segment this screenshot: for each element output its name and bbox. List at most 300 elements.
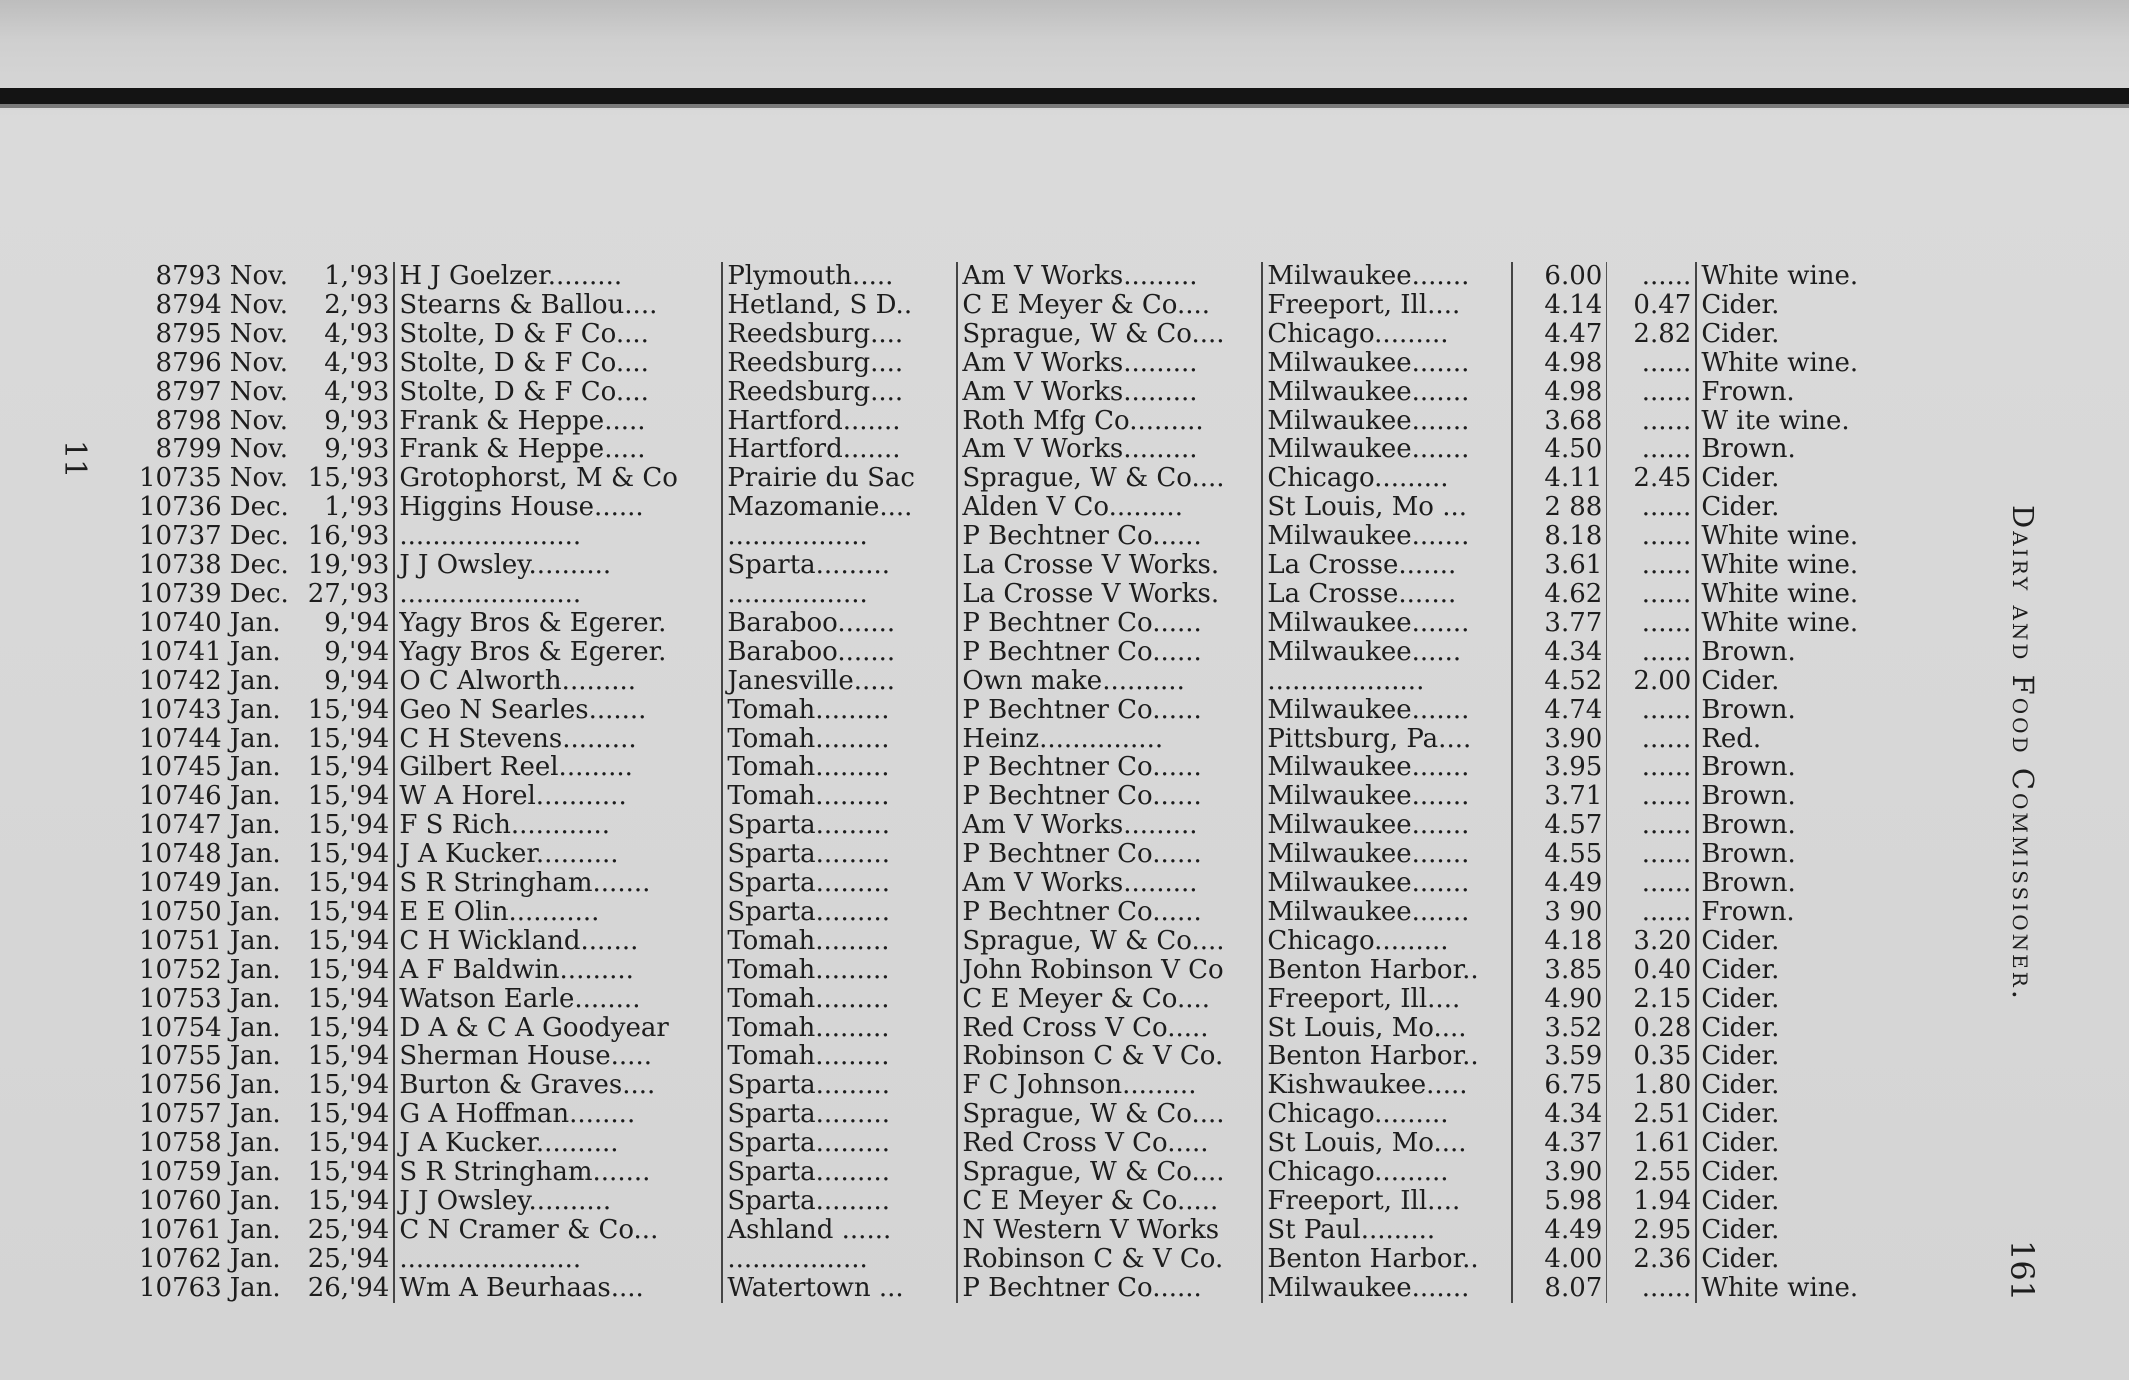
dealer-name-cell: Frank & Heppe..... [394, 435, 722, 464]
date-cell: 9,'94 [304, 609, 395, 638]
malic-acid-cell: ...... [1607, 869, 1697, 898]
acetic-acid-cell: 3.77 [1512, 609, 1607, 638]
sample-number-cell: 10746 [139, 782, 222, 812]
acetic-acid-cell: 8.07 [1512, 1274, 1607, 1303]
manufacturer-cell: Sprague, W & Co.... [957, 1158, 1262, 1187]
sample-number-cell: 10758 [139, 1129, 222, 1159]
month-cell: Nov. [229, 464, 288, 494]
dealer-name-cell: Frank & Heppe..... [394, 407, 722, 436]
month-cell: Jan. [229, 1187, 281, 1216]
table-row [135, 580, 1920, 609]
table-row [135, 464, 1920, 493]
sample-number-cell: 8798 [155, 406, 222, 436]
table-row [135, 349, 1920, 378]
dealer-name-cell: Sherman House..... [394, 1042, 722, 1071]
dealer-name-cell: S R Stringham....... [394, 869, 722, 898]
sample-number-cell: 10751 [139, 926, 222, 956]
table-row [135, 493, 1920, 522]
manufacturer-cell: P Bechtner Co...... [957, 1274, 1262, 1303]
dealer-name-cell: A F Baldwin......... [394, 956, 722, 985]
vinegar-kind-cell: Cider. [1701, 1013, 1780, 1043]
month-cell: Nov. [229, 290, 288, 320]
dealer-name-cell: J J Owsley.......... [394, 551, 722, 580]
sample-number-cell: 10748 [139, 840, 222, 870]
acetic-acid-cell: 4.34 [1512, 638, 1607, 667]
month-cell: Jan. [229, 897, 281, 927]
dealer-town-cell: Prairie du Sac [722, 464, 957, 493]
vinegar-kind-cell: Cider. [1701, 319, 1780, 349]
month-cell: Jan. [229, 1129, 281, 1159]
table-row [135, 869, 1920, 898]
manufacturer-cell: P Bechtner Co...... [957, 898, 1262, 927]
table-row [135, 262, 1920, 291]
vinegar-kind-cell: Cider. [1701, 955, 1780, 985]
acetic-acid-cell: 4.57 [1512, 811, 1607, 840]
date-cell: 15,'94 [304, 696, 395, 725]
manufacturer-cell: Am V Works......... [957, 811, 1262, 840]
malic-acid-cell: ...... [1607, 840, 1697, 869]
acetic-acid-cell: 4.55 [1512, 840, 1607, 869]
manufacturer-cell: Red Cross V Co..... [957, 1014, 1262, 1043]
malic-acid-cell: 2.95 [1607, 1216, 1697, 1245]
dealer-town-cell: ................. [722, 580, 957, 609]
table-row [135, 811, 1920, 840]
acetic-acid-cell: 3 90 [1512, 898, 1607, 927]
dealer-town-cell: Tomah......... [722, 1014, 957, 1043]
dealer-town-cell: Hartford....... [722, 407, 957, 436]
malic-acid-cell: ...... [1607, 753, 1697, 782]
manufacturer-cell: Alden V Co......... [957, 493, 1262, 522]
manufacturer-location-cell: Milwaukee....... [1262, 753, 1512, 782]
table-row [135, 1245, 1920, 1274]
sample-number-cell: 10735 [139, 464, 222, 494]
month-cell: Jan. [229, 608, 281, 638]
vinegar-kind-cell: Cider. [1701, 290, 1780, 320]
manufacturer-location-cell: Chicago......... [1262, 927, 1512, 956]
sample-number-cell: 10762 [139, 1244, 222, 1274]
dealer-town-cell: Tomah......... [722, 753, 957, 782]
acetic-acid-cell: 4.49 [1512, 1216, 1607, 1245]
manufacturer-location-cell: Pittsburg, Pa.... [1262, 725, 1512, 754]
month-cell: Jan. [229, 637, 281, 667]
acetic-acid-cell: 3.59 [1512, 1042, 1607, 1071]
acetic-acid-cell: 4.49 [1512, 869, 1607, 898]
month-cell: Nov. [229, 262, 288, 291]
table-row [135, 1042, 1920, 1071]
acetic-acid-cell: 4.98 [1512, 349, 1607, 378]
month-cell: Jan. [229, 782, 281, 812]
date-cell: 15,'93 [304, 464, 395, 493]
month-cell: Nov. [229, 319, 288, 349]
table-row [135, 1158, 1920, 1187]
manufacturer-location-cell: Freeport, Ill.... [1262, 985, 1512, 1014]
date-cell: 15,'94 [304, 898, 395, 927]
month-cell: Jan. [229, 1100, 281, 1130]
manufacturer-cell: Am V Works......... [957, 435, 1262, 464]
month-cell: Jan. [229, 1273, 281, 1303]
sample-number-cell: 10741 [139, 637, 222, 667]
month-cell: Jan. [229, 1158, 281, 1187]
month-cell: Jan. [229, 666, 281, 696]
malic-acid-cell: ...... [1607, 435, 1697, 464]
dealer-name-cell: Stolte, D & F Co.... [394, 320, 722, 349]
dealer-name-cell: W A Horel........... [394, 782, 722, 811]
malic-acid-cell: 1.94 [1607, 1187, 1697, 1216]
malic-acid-cell: ...... [1607, 725, 1697, 754]
manufacturer-cell: Sprague, W & Co.... [957, 1100, 1262, 1129]
manufacturer-location-cell: Milwaukee....... [1262, 811, 1512, 840]
malic-acid-cell: ...... [1607, 407, 1697, 436]
dealer-town-cell: Tomah......... [722, 782, 957, 811]
manufacturer-cell: La Crosse V Works. [957, 580, 1262, 609]
manufacturer-cell: Red Cross V Co..... [957, 1129, 1262, 1158]
dealer-name-cell: Watson Earle........ [394, 985, 722, 1014]
sample-number-cell: 10742 [139, 666, 222, 696]
vinegar-kind-cell: Brown. [1701, 435, 1796, 465]
month-cell: Jan. [229, 1244, 281, 1274]
table-row [135, 1100, 1920, 1129]
month-cell: Dec. [229, 551, 289, 580]
manufacturer-location-cell: St Louis, Mo ... [1262, 493, 1512, 522]
acetic-acid-cell: 3.90 [1512, 725, 1607, 754]
manufacturer-location-cell: Benton Harbor.. [1262, 956, 1512, 985]
table-row [135, 291, 1920, 320]
dealer-name-cell: C H Stevens......... [394, 725, 722, 754]
vinegar-kind-cell: Brown. [1701, 782, 1796, 812]
table-row [135, 609, 1920, 638]
dealer-name-cell: H J Goelzer......... [394, 262, 722, 291]
manufacturer-cell: Am V Works......... [957, 378, 1262, 407]
malic-acid-cell: 2.15 [1607, 985, 1697, 1014]
malic-acid-cell: ...... [1607, 1274, 1697, 1303]
date-cell: 15,'94 [304, 1187, 395, 1216]
month-cell: Jan. [229, 984, 281, 1014]
date-cell: 15,'94 [304, 927, 395, 956]
dealer-town-cell: Watertown ... [722, 1274, 957, 1303]
manufacturer-location-cell: Chicago......... [1262, 464, 1512, 493]
month-cell: Nov. [229, 377, 288, 407]
manufacturer-cell: P Bechtner Co...... [957, 696, 1262, 725]
manufacturer-location-cell: ................... [1262, 667, 1512, 696]
month-cell: Dec. [229, 522, 289, 552]
dealer-name-cell: C N Cramer & Co... [394, 1216, 722, 1245]
table-row [135, 956, 1920, 985]
vinegar-kind-cell: Frown. [1701, 377, 1795, 407]
vinegar-kind-cell: Cider. [1701, 1215, 1780, 1245]
sample-number-cell: 8799 [155, 435, 222, 465]
manufacturer-location-cell: Benton Harbor.. [1262, 1042, 1512, 1071]
malic-acid-cell: 0.35 [1607, 1042, 1697, 1071]
side-page-number: 11 [57, 440, 92, 479]
sample-number-cell: 10739 [139, 579, 222, 609]
sample-number-cell: 8797 [155, 377, 222, 407]
manufacturer-location-cell: Milwaukee....... [1262, 378, 1512, 407]
vinegar-kind-cell: White wine. [1701, 608, 1859, 638]
sample-number-cell: 10738 [139, 551, 222, 580]
sample-number-cell: 8796 [155, 348, 222, 378]
manufacturer-location-cell: Freeport, Ill.... [1262, 291, 1512, 320]
vinegar-kind-cell: White wine. [1701, 522, 1859, 552]
acetic-acid-cell: 3.95 [1512, 753, 1607, 782]
month-cell: Jan. [229, 753, 281, 783]
acetic-acid-cell: 3.85 [1512, 956, 1607, 985]
manufacturer-cell: Robinson C & V Co. [957, 1042, 1262, 1071]
malic-acid-cell: 2.55 [1607, 1158, 1697, 1187]
table-row [135, 725, 1920, 754]
manufacturer-cell: Am V Works......... [957, 262, 1262, 291]
date-cell: 15,'94 [304, 985, 395, 1014]
malic-acid-cell: ...... [1607, 609, 1697, 638]
vinegar-kind-cell: W ite wine. [1701, 406, 1850, 436]
acetic-acid-cell: 4.18 [1512, 927, 1607, 956]
manufacturer-location-cell: Milwaukee....... [1262, 869, 1512, 898]
malic-acid-cell: ...... [1607, 580, 1697, 609]
dealer-name-cell: ...................... [394, 580, 722, 609]
manufacturer-cell: John Robinson V Co [957, 956, 1262, 985]
dealer-town-cell: Tomah......... [722, 985, 957, 1014]
acetic-acid-cell: 2 88 [1512, 493, 1607, 522]
manufacturer-cell: P Bechtner Co...... [957, 753, 1262, 782]
dealer-town-cell: Tomah......... [722, 927, 957, 956]
manufacturer-location-cell: Milwaukee....... [1262, 522, 1512, 551]
dealer-town-cell: Janesville..... [722, 667, 957, 696]
acetic-acid-cell: 4.11 [1512, 464, 1607, 493]
acetic-acid-cell: 4.47 [1512, 320, 1607, 349]
dealer-town-cell: Plymouth..... [722, 262, 957, 291]
month-cell: Dec. [229, 579, 289, 609]
malic-acid-cell: ...... [1607, 493, 1697, 522]
vinegar-kind-cell: Brown. [1701, 869, 1796, 898]
date-cell: 4,'93 [304, 378, 395, 407]
sample-number-cell: 10763 [139, 1273, 222, 1303]
dealer-name-cell: F S Rich............ [394, 811, 722, 840]
date-cell: 15,'94 [304, 956, 395, 985]
acetic-acid-cell: 3.68 [1512, 407, 1607, 436]
date-cell: 4,'93 [304, 349, 395, 378]
dealer-name-cell: ...................... [394, 522, 722, 551]
manufacturer-cell: Am V Works......... [957, 349, 1262, 378]
acetic-acid-cell: 4.52 [1512, 667, 1607, 696]
vinegar-kind-cell: Cider. [1701, 666, 1780, 696]
month-cell: Jan. [229, 840, 281, 870]
date-cell: 15,'94 [304, 782, 395, 811]
manufacturer-cell: C E Meyer & Co..... [957, 1187, 1262, 1216]
date-cell: 1,'93 [304, 262, 395, 291]
manufacturer-cell: Am V Works......... [957, 869, 1262, 898]
date-cell: 15,'94 [304, 1100, 395, 1129]
dealer-name-cell: J A Kucker.......... [394, 840, 722, 869]
dealer-name-cell: C H Wickland....... [394, 927, 722, 956]
running-head: Dairy and Food Commissioner. [2006, 505, 2040, 1002]
dealer-town-cell: Sparta......... [722, 898, 957, 927]
manufacturer-cell: P Bechtner Co...... [957, 638, 1262, 667]
malic-acid-cell: 2.36 [1607, 1245, 1697, 1274]
manufacturer-location-cell: Chicago......... [1262, 320, 1512, 349]
sample-number-cell: 10740 [139, 608, 222, 638]
manufacturer-cell: C E Meyer & Co.... [957, 985, 1262, 1014]
date-cell: 25,'94 [304, 1216, 395, 1245]
date-cell: 9,'94 [304, 638, 395, 667]
manufacturer-location-cell: Milwaukee....... [1262, 609, 1512, 638]
sample-number-cell: 8794 [155, 290, 222, 320]
sample-number-cell: 10761 [139, 1215, 222, 1245]
manufacturer-location-cell: Milwaukee....... [1262, 782, 1512, 811]
table-row [135, 1129, 1920, 1158]
table-row [135, 1014, 1920, 1043]
dealer-name-cell: Gilbert Reel......... [394, 753, 722, 782]
dealer-name-cell: D A & C A Goodyear [394, 1014, 722, 1043]
ledger-body [135, 262, 1920, 1303]
manufacturer-location-cell: Chicago......... [1262, 1100, 1512, 1129]
date-cell: 15,'94 [304, 869, 395, 898]
date-cell: 15,'94 [304, 1042, 395, 1071]
date-cell: 26,'94 [304, 1274, 395, 1303]
date-cell: 9,'93 [304, 435, 395, 464]
malic-acid-cell: 2.51 [1607, 1100, 1697, 1129]
malic-acid-cell: ...... [1607, 782, 1697, 811]
table-row [135, 435, 1920, 464]
table-row [135, 1071, 1920, 1100]
dealer-town-cell: Mazomanie.... [722, 493, 957, 522]
dealer-town-cell: Tomah......... [722, 1042, 957, 1071]
sample-number-cell: 10743 [139, 695, 222, 725]
vinegar-kind-cell: Cider. [1701, 1071, 1780, 1101]
month-cell: Nov. [229, 348, 288, 378]
acetic-acid-cell: 4.37 [1512, 1129, 1607, 1158]
dealer-town-cell: Reedsburg.... [722, 378, 957, 407]
dealer-town-cell: Sparta......... [722, 869, 957, 898]
acetic-acid-cell: 4.14 [1512, 291, 1607, 320]
manufacturer-cell: Sprague, W & Co.... [957, 927, 1262, 956]
acetic-acid-cell: 5.98 [1512, 1187, 1607, 1216]
vinegar-kind-cell: White wine. [1701, 348, 1859, 378]
dealer-town-cell: Ashland ...... [722, 1216, 957, 1245]
vinegar-kind-cell: Frown. [1701, 897, 1795, 927]
manufacturer-cell: Roth Mfg Co......... [957, 407, 1262, 436]
table-row [135, 753, 1920, 782]
vinegar-kind-cell: Cider. [1701, 464, 1780, 494]
month-cell: Jan. [229, 724, 281, 754]
dealer-name-cell: E E Olin........... [394, 898, 722, 927]
table-row [135, 320, 1920, 349]
date-cell: 15,'94 [304, 1129, 395, 1158]
month-cell: Jan. [229, 811, 281, 841]
dealer-town-cell: Baraboo....... [722, 609, 957, 638]
dealer-town-cell: Sparta......... [722, 1071, 957, 1100]
sample-number-cell: 10750 [139, 897, 222, 927]
manufacturer-location-cell: Chicago......... [1262, 1158, 1512, 1187]
table-row [135, 1274, 1920, 1303]
manufacturer-location-cell: Milwaukee....... [1262, 407, 1512, 436]
manufacturer-cell: P Bechtner Co...... [957, 840, 1262, 869]
manufacturer-cell: Heinz............... [957, 725, 1262, 754]
sample-number-cell: 10756 [139, 1071, 222, 1101]
manufacturer-location-cell: Milwaukee....... [1262, 898, 1512, 927]
vinegar-kind-cell: Brown. [1701, 637, 1796, 667]
date-cell: 15,'94 [304, 725, 395, 754]
malic-acid-cell: ...... [1607, 696, 1697, 725]
sample-number-cell: 10747 [139, 811, 222, 841]
sample-number-cell: 10744 [139, 724, 222, 754]
sample-number-cell: 10757 [139, 1100, 222, 1130]
table-row [135, 985, 1920, 1014]
malic-acid-cell: 0.40 [1607, 956, 1697, 985]
table-row [135, 522, 1920, 551]
malic-acid-cell: 3.20 [1607, 927, 1697, 956]
manufacturer-cell: N Western V Works [957, 1216, 1262, 1245]
table-row [135, 1216, 1920, 1245]
malic-acid-cell: 2.45 [1607, 464, 1697, 493]
dealer-town-cell: Sparta......... [722, 811, 957, 840]
malic-acid-cell: ...... [1607, 349, 1697, 378]
vinegar-kind-cell: Cider. [1701, 984, 1780, 1014]
acetic-acid-cell: 3.61 [1512, 551, 1607, 580]
sample-number-cell: 10760 [139, 1187, 222, 1216]
date-cell: 16,'93 [304, 522, 395, 551]
table-row [135, 927, 1920, 956]
acetic-acid-cell: 4.98 [1512, 378, 1607, 407]
table-row [135, 898, 1920, 927]
manufacturer-cell: P Bechtner Co...... [957, 782, 1262, 811]
acetic-acid-cell: 4.00 [1512, 1245, 1607, 1274]
acetic-acid-cell: 8.18 [1512, 522, 1607, 551]
dealer-town-cell: ................. [722, 522, 957, 551]
vinegar-kind-cell: White wine. [1701, 551, 1859, 580]
dealer-name-cell: Burton & Graves.... [394, 1071, 722, 1100]
dealer-name-cell: ...................... [394, 1245, 722, 1274]
month-cell: Jan. [229, 955, 281, 985]
dealer-town-cell: Hartford....... [722, 435, 957, 464]
acetic-acid-cell: 3.90 [1512, 1158, 1607, 1187]
date-cell: 27,'93 [304, 580, 395, 609]
acetic-acid-cell: 4.50 [1512, 435, 1607, 464]
dealer-town-cell: Sparta......... [722, 1100, 957, 1129]
dealer-name-cell: J J Owsley.......... [394, 1187, 722, 1216]
table-row [135, 407, 1920, 436]
malic-acid-cell: 1.61 [1607, 1129, 1697, 1158]
dealer-town-cell: Hetland, S D.. [722, 291, 957, 320]
dealer-town-cell: ................. [722, 1245, 957, 1274]
vinegar-kind-cell: White wine. [1701, 579, 1859, 609]
month-cell: Nov. [229, 406, 288, 436]
dealer-town-cell: Baraboo....... [722, 638, 957, 667]
sample-number-cell: 10753 [139, 984, 222, 1014]
acetic-acid-cell: 3.52 [1512, 1014, 1607, 1043]
dealer-name-cell: J A Kucker.......... [394, 1129, 722, 1158]
table-row [135, 782, 1920, 811]
acetic-acid-cell: 4.90 [1512, 985, 1607, 1014]
sample-number-cell: 10755 [139, 1042, 222, 1072]
vinegar-kind-cell: White wine. [1701, 262, 1859, 291]
vinegar-kind-cell: Cider. [1701, 1158, 1780, 1187]
manufacturer-cell: Sprague, W & Co.... [957, 464, 1262, 493]
manufacturer-location-cell: St Louis, Mo.... [1262, 1129, 1512, 1158]
table-row [135, 378, 1920, 407]
vinegar-kind-cell: Cider. [1701, 1129, 1780, 1159]
manufacturer-location-cell: La Crosse....... [1262, 580, 1512, 609]
dealer-town-cell: Sparta......... [722, 1158, 957, 1187]
vinegar-kind-cell: Brown. [1701, 840, 1796, 870]
dealer-town-cell: Sparta......... [722, 1187, 957, 1216]
manufacturer-cell: F C Johnson......... [957, 1071, 1262, 1100]
date-cell: 9,'94 [304, 667, 395, 696]
date-cell: 15,'94 [304, 811, 395, 840]
malic-acid-cell: ...... [1607, 638, 1697, 667]
manufacturer-location-cell: Milwaukee....... [1262, 262, 1512, 291]
manufacturer-location-cell: Milwaukee...... [1262, 638, 1512, 667]
date-cell: 15,'94 [304, 1071, 395, 1100]
dealer-town-cell: Tomah......... [722, 696, 957, 725]
